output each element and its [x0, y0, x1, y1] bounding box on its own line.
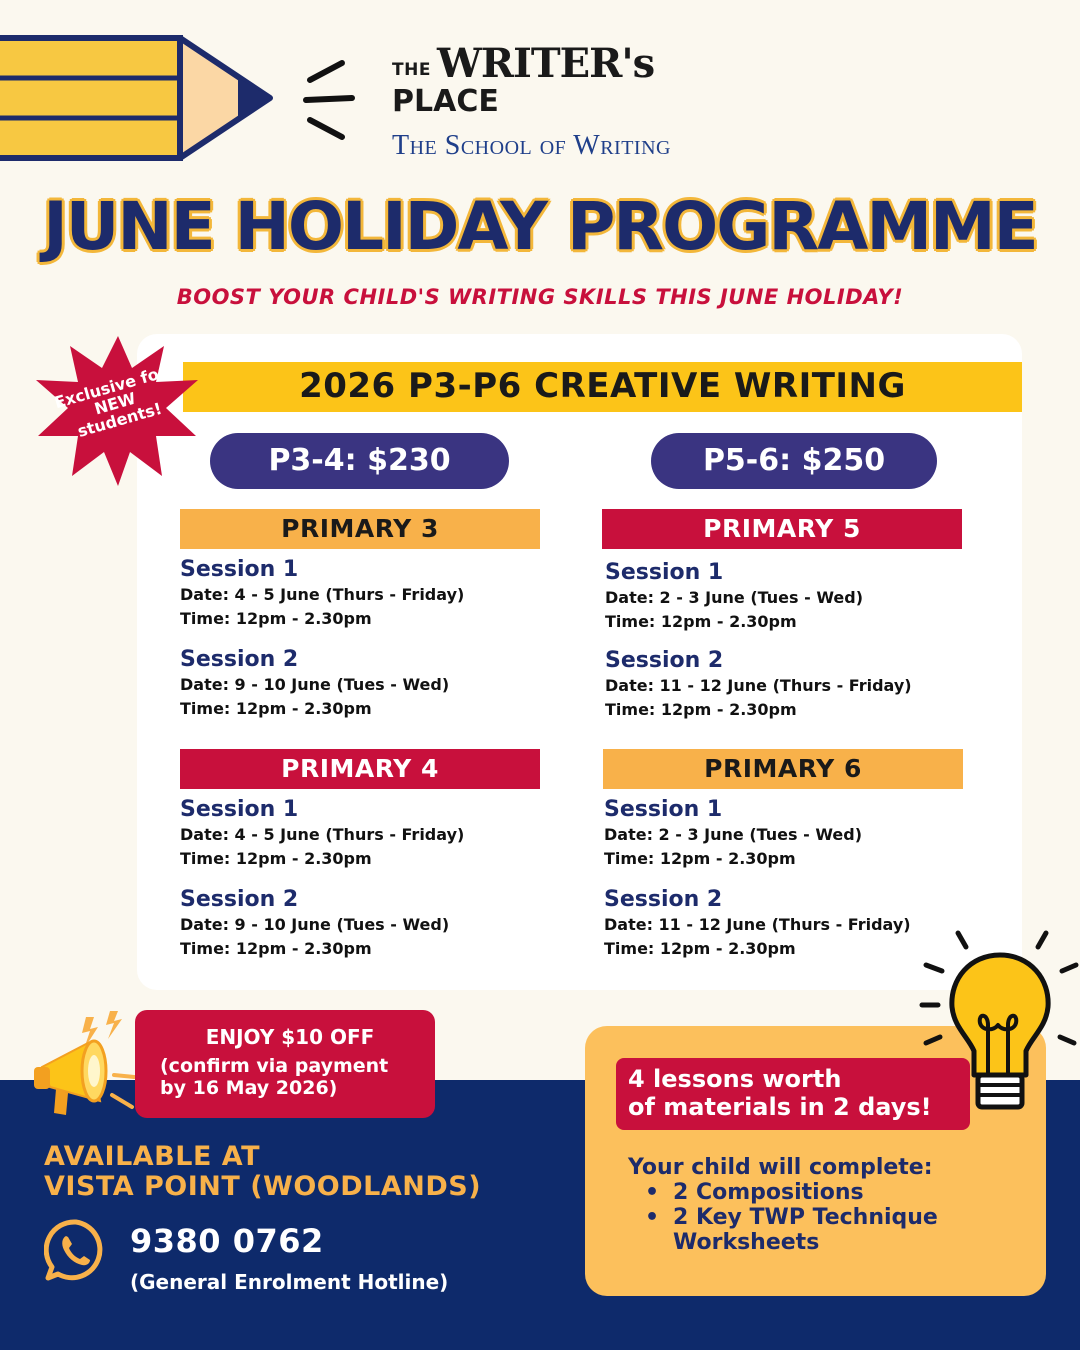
level-bar-primary-6: PRIMARY 6 — [603, 749, 963, 789]
logo-writers: WRITER's — [437, 40, 655, 87]
phone-number[interactable]: 9380 0762 — [130, 1222, 324, 1260]
session-date: Date: 2 - 3 June (Tues - Wed) — [605, 588, 864, 607]
lightbulb-icon — [918, 925, 1080, 1125]
session-block — [180, 647, 449, 721]
location-line: VISTA POINT (WOODLANDS) — [44, 1171, 482, 1202]
session-date: Date: 4 - 5 June (Thurs - Friday) — [180, 825, 465, 844]
whatsapp-icon — [44, 1218, 108, 1282]
session-time: Time: 12pm - 2.30pm — [605, 700, 797, 719]
session-block — [180, 887, 449, 961]
logo-place: PLACE — [392, 84, 499, 119]
price-pill-p5-6: P5-6: $250 — [651, 433, 937, 489]
complete-heading: Your child will complete: — [628, 1155, 933, 1180]
session-date: Date: 2 - 3 June (Tues - Wed) — [604, 825, 863, 844]
session-title: Session 2 — [180, 647, 299, 672]
offer-line: by 16 May 2026) — [160, 1077, 338, 1099]
session-block — [604, 797, 862, 871]
info-tag-text — [628, 1065, 968, 1121]
offer-details — [160, 1055, 435, 1099]
session-title: Session 1 — [180, 557, 299, 582]
price-pill-p3-4: P3-4: $230 — [210, 433, 509, 489]
session-time: Time: 12pm - 2.30pm — [180, 849, 372, 868]
session-block — [604, 887, 911, 961]
location-text — [44, 1142, 481, 1202]
offer-title: ENJOY $10 OFF — [205, 1025, 375, 1049]
session-time: Time: 12pm - 2.30pm — [604, 939, 796, 958]
session-time: Time: 12pm - 2.30pm — [180, 699, 372, 718]
session-title: Session 1 — [605, 560, 724, 585]
session-date: Date: 11 - 12 June (Thurs - Friday) — [605, 676, 912, 695]
session-block — [605, 560, 863, 634]
session-time: Time: 12pm - 2.30pm — [180, 939, 372, 958]
logo-the: THE — [392, 60, 431, 80]
info-tag-line: of materials in 2 days! — [628, 1093, 932, 1121]
hotline-label: (General Enrolment Hotline) — [130, 1270, 449, 1294]
session-block — [605, 648, 912, 722]
session-date: Date: 4 - 5 June (Thurs - Friday) — [180, 585, 465, 604]
session-title: Session 2 — [605, 648, 724, 673]
session-block — [180, 557, 464, 631]
logo-tagline: The School of Writing — [392, 130, 671, 161]
session-title: Session 1 — [180, 797, 299, 822]
session-time: Time: 12pm - 2.30pm — [180, 609, 372, 628]
page-subtitle: BOOST YOUR CHILD'S WRITING SKILLS THIS JUNE HOLIDAY! — [176, 285, 904, 309]
offer-line: (confirm via payment — [160, 1055, 389, 1077]
session-title: Session 2 — [604, 887, 723, 912]
session-title: Session 2 — [180, 887, 299, 912]
location-line: AVAILABLE AT — [44, 1141, 261, 1172]
session-time: Time: 12pm - 2.30pm — [604, 849, 796, 868]
session-date: Date: 9 - 10 June (Tues - Wed) — [180, 675, 450, 694]
list-item: • 2 Key TWP Technique Worksheets — [645, 1205, 1025, 1255]
session-date: Date: 11 - 12 June (Thurs - Friday) — [604, 915, 911, 934]
level-bar-primary-3: PRIMARY 3 — [180, 509, 540, 549]
session-date: Date: 9 - 10 June (Tues - Wed) — [180, 915, 450, 934]
list-item: • 2 Compositions — [645, 1180, 1025, 1205]
pencil-illustration — [0, 28, 280, 168]
badge-text: Exclusive for NEW students! — [52, 362, 169, 441]
card-banner-text: 2026 P3-P6 CREATIVE WRITING — [299, 366, 906, 406]
session-title: Session 1 — [604, 797, 723, 822]
level-bar-primary-5: PRIMARY 5 — [602, 509, 962, 549]
session-time: Time: 12pm - 2.30pm — [605, 612, 797, 631]
session-block — [180, 797, 464, 871]
page-title: JUNE HOLIDAY PROGRAMME — [43, 188, 1037, 265]
level-bar-primary-4: PRIMARY 4 — [180, 749, 540, 789]
complete-list — [645, 1180, 1025, 1255]
motion-lines-icon — [300, 55, 360, 145]
info-tag-line: 4 lessons worth — [628, 1065, 842, 1093]
